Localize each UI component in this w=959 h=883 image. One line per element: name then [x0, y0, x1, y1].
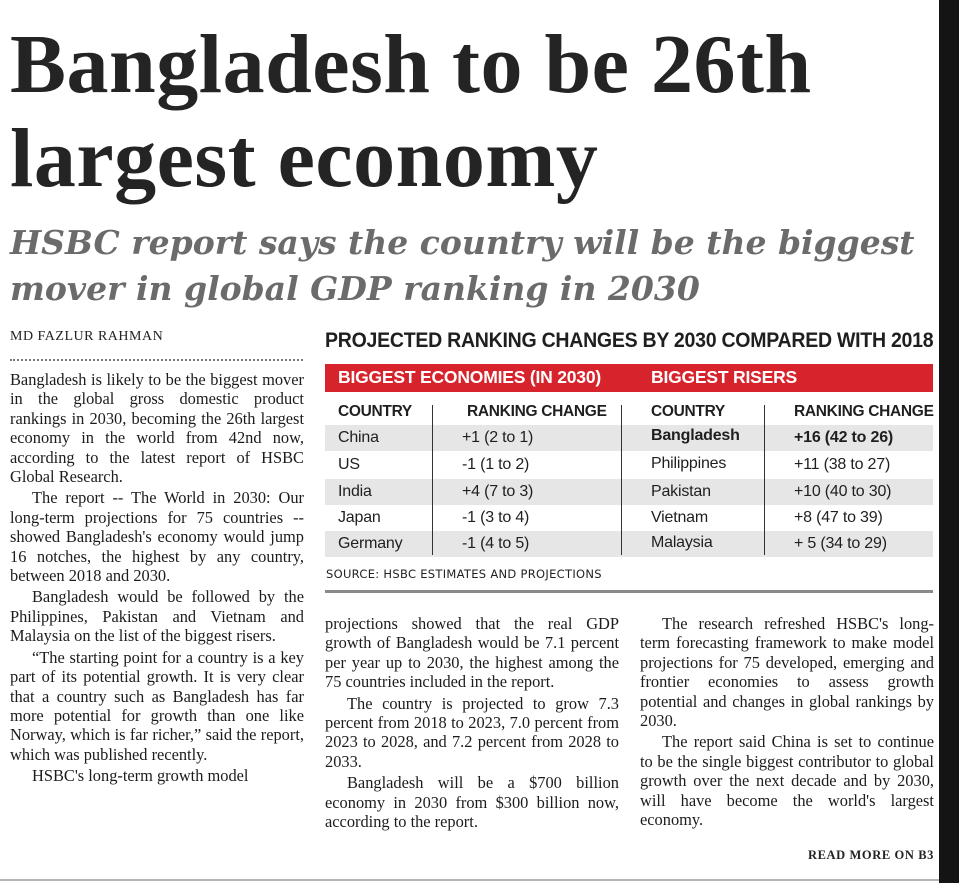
article-paragraph: projections showed that the real GDP growth of Bangladesh would be 7.1 percent per year up to 2030, the highest among the 75 countries included in the report.	[325, 614, 619, 692]
economies-country-header: COUNTRY	[338, 403, 412, 420]
headline-line-1: Bangladesh to be 26th	[10, 18, 812, 111]
column-divider	[764, 405, 765, 555]
page-edge-bar	[939, 0, 959, 883]
infographic-title: PROJECTED RANKING CHANGES BY 2030 COMPARED WITH 2018	[325, 328, 934, 352]
article-paragraph: Bangladesh is likely to be the biggest mover in the global gross domestic product rankings in 2030, becoming the 26th largest economy in the world from 42nd now, according to the latest report of HSBC Global Research.	[10, 370, 304, 487]
column-divider	[621, 405, 622, 555]
article-paragraph: The country is projected to grow 7.3 percent from 2018 to 2023, 7.0 percent from 2023 to 2028, and 7.2 percent from 2028 to 2033.	[325, 693, 619, 771]
page-bottom-rule	[0, 879, 939, 881]
biggest-economies-heading: BIGGEST ECONOMIES (IN 2030)	[338, 367, 601, 387]
economy-country: Germany	[338, 535, 403, 552]
byline-divider	[10, 359, 303, 361]
riser-country: Philippines	[651, 455, 727, 472]
headline-line-2: largest economy	[10, 112, 599, 205]
column-divider	[432, 405, 433, 555]
economy-country: US	[338, 456, 360, 473]
subheadline	[10, 220, 935, 312]
article-paragraph: HSBC's long-term growth model	[32, 766, 249, 786]
economy-change: -1 (1 to 2)	[462, 456, 530, 473]
riser-country: Pakistan	[651, 483, 711, 500]
article-paragraph: The research refreshed HSBC's long-term forecasting framework to make model projections for 75 developed, emerging and frontier economies to assess growth potential and changes in global rankings by 2030.	[640, 614, 934, 731]
article-paragraph: “The starting point for a country is a key part of its potential growth. It is very clear that a country such as Bangladesh has far more potential for growth than one like Norway, which is far richer,” said the report, which was published recently.	[10, 647, 304, 764]
riser-change: +8 (47 to 39)	[794, 509, 883, 526]
riser-change-highlight: +16 (42 to 26)	[794, 429, 894, 446]
economy-change: +1 (2 to 1)	[462, 429, 534, 446]
article-paragraph: The report said China is set to continue to be the single biggest contributor to global growth over the next decade and by 2030, will have become the world's largest economy.	[640, 732, 934, 830]
risers-country-header: COUNTRY	[651, 403, 725, 420]
riser-change: +10 (40 to 30)	[794, 483, 892, 500]
economies-change-header: RANKING CHANGE	[467, 403, 607, 420]
subheadline-line-2: mover in global GDP ranking in 2030	[10, 269, 700, 308]
article-paragraph: Bangladesh will be a $700 billion economy in 2030 from $300 billion now, according to the report.	[325, 773, 619, 832]
risers-change-header: RANKING CHANGE	[794, 403, 934, 420]
economy-country: India	[338, 483, 372, 500]
article-column-3	[640, 614, 934, 831]
biggest-risers-heading: BIGGEST RISERS	[651, 367, 797, 387]
economy-change: -1 (3 to 4)	[462, 509, 530, 526]
article-paragraph: Bangladesh would be followed by the Philippines, Pakistan and Vietnam and Malaysia on the list of the biggest risers.	[10, 587, 304, 646]
headline	[10, 18, 935, 206]
economy-country: Japan	[338, 509, 381, 526]
riser-change: + 5 (34 to 29)	[794, 535, 887, 552]
article-paragraph: The report -- The World in 2030: Our long-term projections for 75 countries -- showed Bangladesh's economy would jump 16 notches, the highest by any country, between 2018 and 2030.	[10, 488, 304, 586]
riser-country: Malaysia	[651, 534, 713, 551]
infographic-bottom-rule	[325, 590, 933, 593]
article-column-2	[325, 614, 619, 833]
subheadline-line-1: HSBC report says the country will be the biggest	[10, 223, 915, 262]
read-more-link[interactable]: READ MORE ON B3	[807, 848, 934, 862]
economy-change: +4 (7 to 3)	[462, 483, 534, 500]
byline: MD FAZLUR RAHMAN	[10, 329, 164, 344]
article-column-1	[10, 370, 304, 788]
economy-change: -1 (4 to 5)	[462, 535, 530, 552]
riser-country: Vietnam	[651, 509, 709, 526]
infographic-source: SOURCE: HSBC ESTIMATES AND PROJECTIONS	[326, 567, 602, 581]
riser-country-highlight: Bangladesh	[651, 427, 740, 444]
economy-country: China	[338, 429, 379, 446]
riser-change: +11 (38 to 27)	[794, 456, 891, 473]
